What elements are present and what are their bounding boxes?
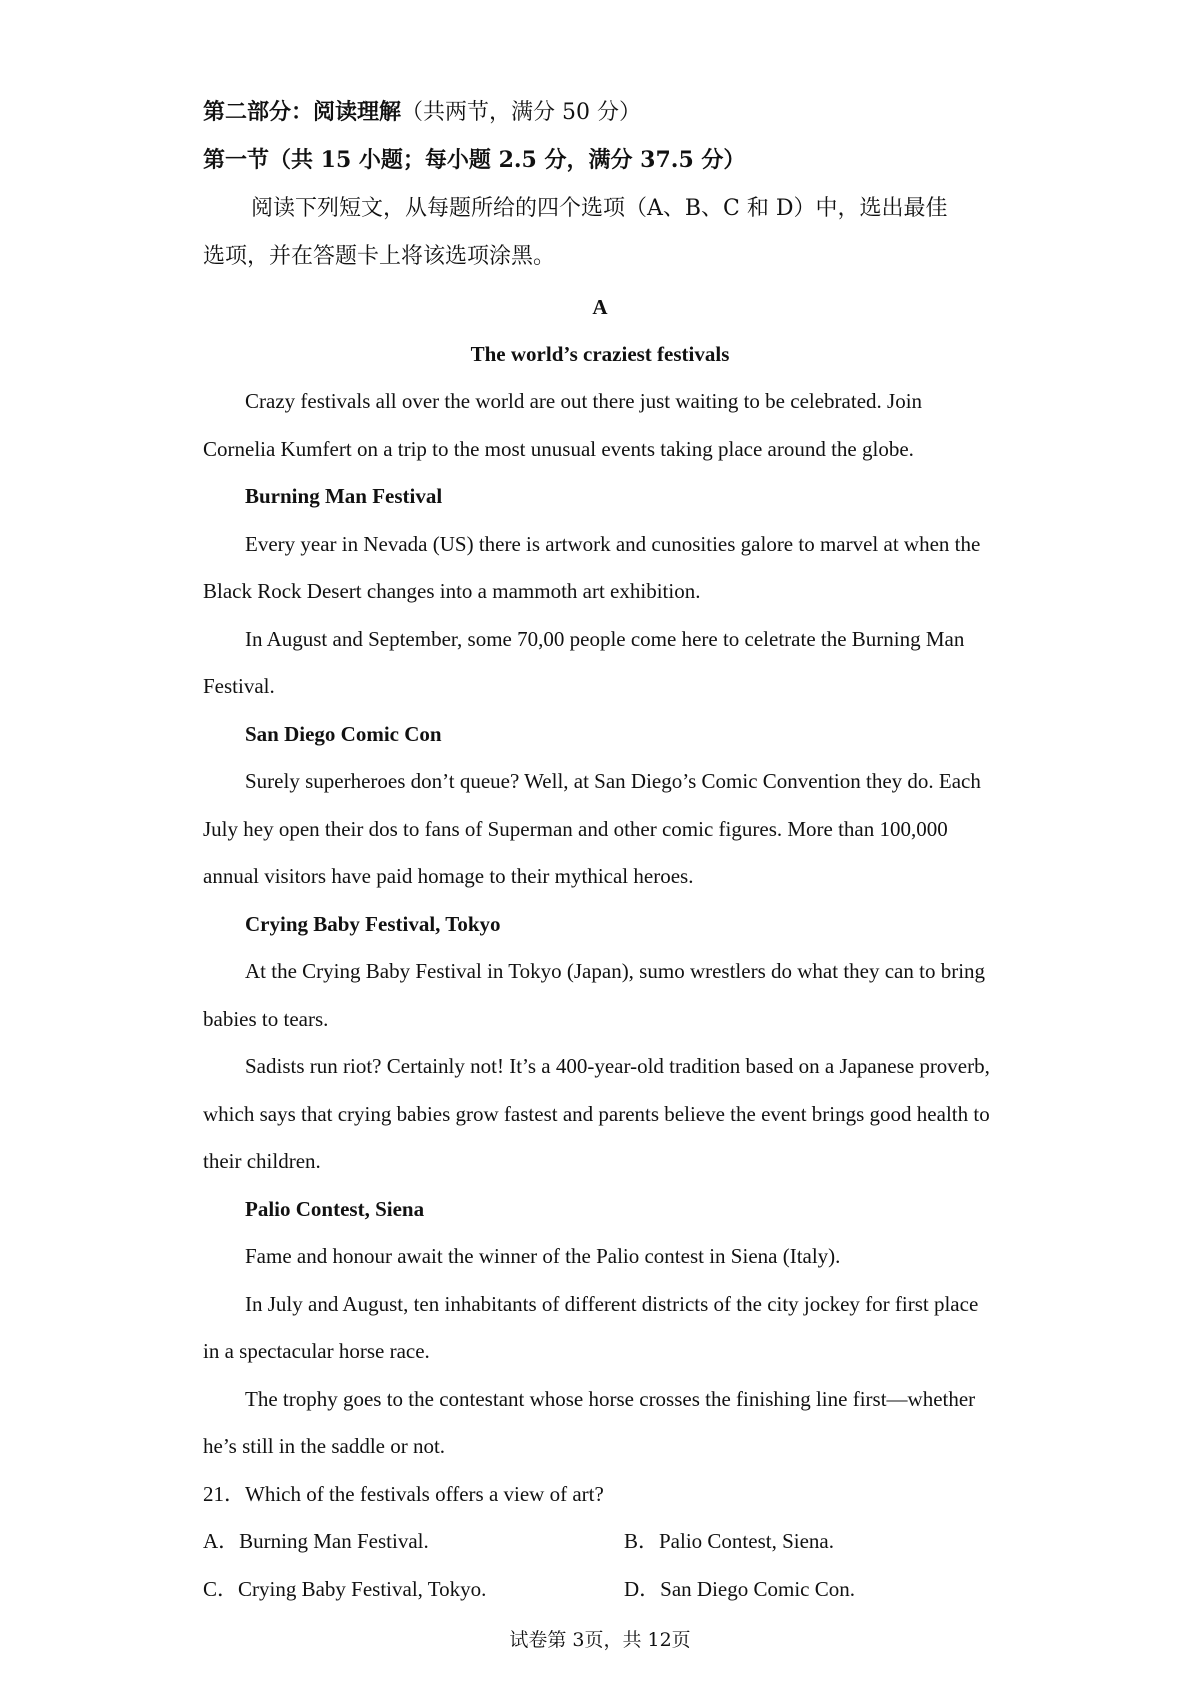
- instruction-line-1: 阅读下列短文，从每题所给的四个选项（A、B、C 和 D）中，选出最佳: [251, 196, 948, 221]
- paragraph-line: Black Rock Desert changes into a mammoth art exhibition.: [203, 579, 701, 603]
- paragraph-line: which says that crying babies grow fastest and parents believe the event brings good health to: [203, 1102, 990, 1126]
- paragraph-line: Every year in Nevada (US) there is artwork and cunosities galore to marvel at when the: [245, 532, 981, 556]
- paragraph-line: Festival.: [203, 674, 275, 698]
- subsection-title: 第一节（共 15 小题；每小题 2.5 分，满分 37.5 分）: [203, 147, 746, 173]
- option-d: D．San Diego Comic Con.: [624, 1577, 855, 1601]
- paragraph-line: babies to tears.: [203, 1007, 329, 1031]
- paragraph-line: At the Crying Baby Festival in Tokyo (Japan), sumo wrestlers do what they can to bring: [245, 959, 986, 983]
- festival-heading-crying-baby: Crying Baby Festival, Tokyo: [245, 912, 501, 936]
- page-footer: 试卷第 3页，共 12页: [509, 1629, 691, 1651]
- festival-heading-palio: Palio Contest, Siena: [245, 1197, 425, 1221]
- intro-line-2: Cornelia Kumfert on a trip to the most unusual events taking place around the globe.: [203, 437, 914, 461]
- option-c: C．Crying Baby Festival, Tokyo.: [203, 1577, 487, 1601]
- option-b: B．Palio Contest, Siena.: [624, 1529, 834, 1553]
- question-stem: 21．Which of the festivals offers a view of art?: [203, 1482, 604, 1506]
- paragraph-line: The trophy goes to the contestant whose horse crosses the finishing line first—whether: [245, 1387, 976, 1411]
- part-title-bold: 第二部分：阅读理解: [203, 99, 402, 125]
- passage-title: The world’s craziest festivals: [470, 342, 730, 366]
- part-title-rest: （共两节，满分 50 分）: [401, 100, 641, 125]
- paragraph-line: Fame and honour await the winner of the Palio contest in Siena (Italy).: [245, 1244, 841, 1268]
- paragraph-line: Sadists run riot? Certainly not! It’s a 400-year-old tradition based on a Japanese proverb,: [245, 1054, 990, 1078]
- part-title: [203, 98, 641, 127]
- festival-heading-comic-con: San Diego Comic Con: [245, 722, 442, 746]
- option-a: A．Burning Man Festival.: [203, 1529, 429, 1553]
- paragraph-line: their children.: [203, 1149, 321, 1173]
- paragraph-line: Surely superheroes don’t queue? Well, at San Diego’s Comic Convention they do. Each: [245, 769, 981, 793]
- paragraph-line: In July and August, ten inhabitants of different districts of the city jockey for first place: [245, 1292, 979, 1316]
- paragraph-line: In August and September, some 70,00 people come here to celetrate the Burning Man: [245, 627, 965, 651]
- passage-label: A: [592, 295, 608, 319]
- paragraph-line: annual visitors have paid homage to their mythical heroes.: [203, 864, 694, 888]
- instruction-line-2: 选项，并在答题卡上将该选项涂黑。: [203, 244, 556, 269]
- paragraph-line: in a spectacular horse race.: [203, 1339, 430, 1363]
- paragraph-line: July hey open their dos to fans of Superman and other comic figures. More than 100,000: [203, 817, 948, 841]
- intro-line-1: Crazy festivals all over the world are out there just waiting to be celebrated. Join: [245, 389, 923, 413]
- paragraph-line: he’s still in the saddle or not.: [203, 1434, 446, 1458]
- festival-heading-burning-man: Burning Man Festival: [245, 484, 443, 508]
